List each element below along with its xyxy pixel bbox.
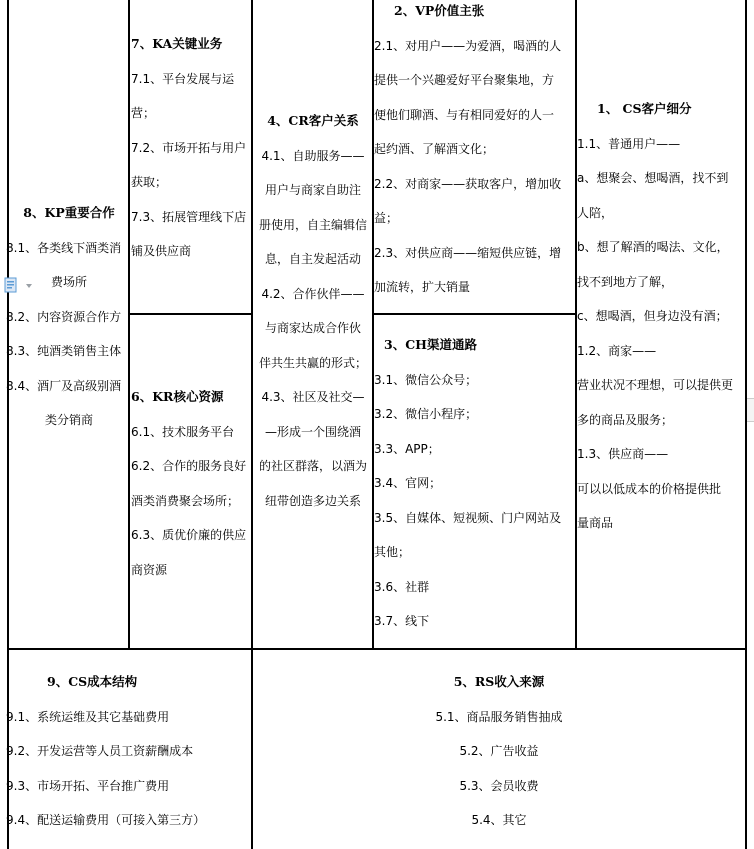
- ch-item: 3.2、微信小程序；: [374, 407, 478, 421]
- border-bottom-row: [7, 648, 747, 650]
- kp-item: 类分销商: [44, 413, 93, 427]
- kp-item: 8.2、内容资源合作方: [6, 309, 122, 324]
- kp-cell: [6, 196, 129, 438]
- cr-item: 息，自主发起活动: [264, 252, 361, 266]
- vp-item: 益；: [374, 211, 399, 225]
- ch-item: 3.3、APP；: [374, 441, 440, 456]
- cs-segments-item: 营业状况不理想，可以提供更: [577, 378, 734, 392]
- cr-item: 4.2、合作伙伴——: [261, 286, 365, 301]
- cs-segments-item: 1.3、供应商——: [577, 447, 669, 461]
- ka-title: 7、KA关键业务: [131, 36, 223, 51]
- kr-title: 6、KR核心资源: [131, 389, 224, 404]
- ch-item: 3.5、自媒体、短视频、门户网站及: [374, 510, 562, 525]
- kr-item: 商资源: [131, 562, 168, 577]
- border-ka-kr-split: [128, 313, 253, 315]
- cost-structure-item: 9.1、系统运维及其它基础费用: [6, 709, 170, 724]
- ch-item: 3.4、官网；: [374, 476, 442, 490]
- ch-item: 3.1、微信公众号；: [374, 372, 478, 387]
- cr-item: 的社区群落，以酒为: [258, 459, 367, 473]
- cs-segments-item: 找不到地方了解，: [577, 274, 674, 289]
- kp-item: 8.4、酒厂及高级别酒: [6, 378, 122, 393]
- ka-cell: [131, 27, 251, 269]
- border-vp-ch-split: [372, 313, 577, 315]
- ch-item: 3.7、线下: [374, 614, 430, 628]
- cost-structure-item: 9.2、开发运营等人员工资薪酬成本: [6, 744, 194, 758]
- kr-item: 酒类消费聚会场所；: [131, 493, 240, 508]
- border-right: [745, 0, 747, 849]
- cs-segments-item: 量商品: [577, 516, 614, 530]
- revenue-streams-cell: [253, 665, 745, 838]
- vp-title: 2、VP价值主张: [394, 3, 485, 18]
- cs-segments-item: 1.2、商家——: [577, 343, 657, 358]
- cr-cell: [253, 104, 373, 518]
- cost-structure-cell: [6, 665, 251, 838]
- cr-item: 4.3、社区及社交—: [261, 390, 365, 404]
- revenue-streams-item: 5.1、商品服务销售抽成: [435, 709, 563, 724]
- cr-item: 伴共生共赢的形式；: [258, 355, 367, 370]
- side-scroll-handle[interactable]: [747, 398, 754, 422]
- ka-item: 7.2、市场开拓与用户: [131, 140, 247, 155]
- cs-segments-item: 可以以低成本的价格提供批: [577, 481, 722, 496]
- ch-item: 3.6、社群: [374, 579, 430, 594]
- kp-item: 8.3、纯酒类销售主体: [6, 344, 122, 358]
- ch-title: 3、CH渠道通路: [384, 337, 477, 352]
- ka-item: 7.1、平台发展与运: [131, 71, 235, 86]
- cs-segments-title: 1、 CS客户细分: [597, 101, 692, 116]
- vp-item: 2.2、对商家——获取客户，增加收: [374, 176, 562, 191]
- ka-item: 营；: [131, 106, 156, 120]
- revenue-streams-item: 5.3、会员收费: [459, 778, 539, 793]
- cs-segments-cell: [577, 92, 745, 541]
- cr-item: 册使用，自主编辑信: [258, 217, 367, 232]
- cost-structure-title: 9、CS成本结构: [47, 674, 138, 689]
- cr-item: 与商家达成合作伙: [264, 321, 361, 335]
- cs-segments-item: 多的商品及服务；: [577, 412, 674, 427]
- cr-title: 4、CR客户关系: [267, 113, 359, 128]
- ch-cell: [374, 328, 576, 639]
- cs-segments-item: 人陪，: [577, 205, 614, 220]
- kp-item: 费场所: [50, 275, 87, 289]
- vp-item: 2.1、对用户——为爱酒，喝酒的人: [374, 38, 562, 53]
- vp-item: 起约酒、了解酒文化；: [374, 142, 495, 156]
- cs-segments-item: c、想喝酒，但身边没有酒；: [577, 309, 728, 323]
- cost-structure-item: 9.4、配送运输费用（可接入第三方）: [6, 813, 206, 827]
- cr-item: 纽带创造多边关系: [264, 493, 361, 508]
- cr-item: —形成一个围绕酒: [264, 424, 361, 439]
- revenue-streams-item: 5.2、广告收益: [459, 744, 539, 758]
- ka-item: 获取；: [131, 175, 168, 189]
- vp-item: 提供一个兴趣爱好平台聚集地，方: [374, 73, 555, 87]
- ch-item: 其他；: [374, 545, 411, 559]
- kr-item: 6.3、质优价廉的供应: [131, 528, 247, 542]
- revenue-streams-title: 5、RS收入来源: [453, 674, 545, 689]
- cs-segments-item: b、想了解酒的喝法、文化，: [577, 240, 729, 254]
- cr-item: 4.1、自助服务——: [261, 148, 365, 163]
- vp-cell: [374, 0, 576, 305]
- kp-item: 8.1、各类线下酒类消: [6, 240, 122, 255]
- vp-item: 便他们聊酒、与有相同爱好的人一: [374, 107, 555, 122]
- kp-title: 8、KP重要合作: [23, 205, 115, 220]
- ka-item: 7.3、拓展管理线下店: [131, 209, 247, 224]
- kr-cell: [131, 380, 251, 587]
- cost-structure-item: 9.3、市场开拓、平台推广费用: [6, 778, 170, 793]
- cs-segments-item: 1.1、普通用户——: [577, 136, 681, 151]
- ka-item: 铺及供应商: [131, 244, 192, 258]
- revenue-streams-item: 5.4、其它: [471, 813, 527, 827]
- kr-item: 6.1、技术服务平台: [131, 424, 235, 439]
- kr-item: 6.2、合作的服务良好: [131, 459, 247, 473]
- vp-item: 2.3、对供应商——缩短供应链，增: [374, 245, 562, 260]
- vp-item: 加流转，扩大销量: [374, 280, 471, 294]
- cs-segments-item: a、想聚会、想喝酒，找不到: [577, 171, 729, 185]
- cr-item: 用户与商家自助注: [264, 183, 361, 197]
